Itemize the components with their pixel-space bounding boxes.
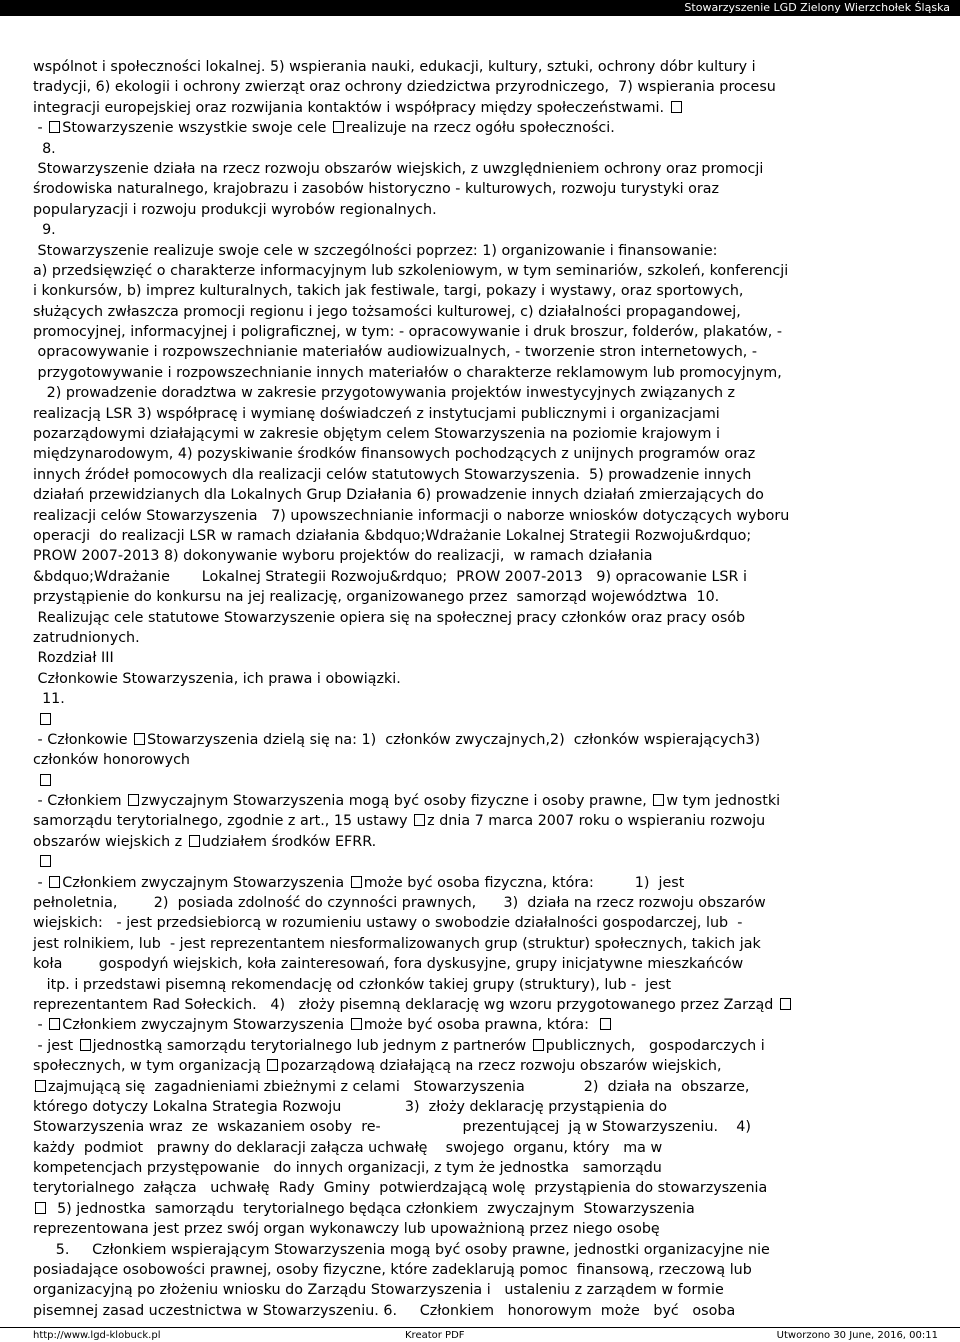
missing-glyph-icon [653, 794, 664, 806]
text-line: działań przewidzianych dla Lokalnych Grup Działania 6) prowadzenie innych działań zmierzających do [33, 487, 764, 504]
missing-glyph-icon [414, 814, 425, 826]
text-line: a) przedsięwzięć o charakterze informacyjnym lub szkoleniowym, w tym seminariów, szkoleń, konferencji [33, 262, 789, 279]
text-line: przystąpienie do konkursu na jej realizację, organizowanego przez samorząd województwa 10. [33, 589, 720, 606]
text-line: tradycji, 6) ekologii i ochrony zwierząt oraz ochrony dziedzictwa przyrodniczego, 7) wspierania procesu [33, 79, 776, 96]
text-line: PROW 2007-2013 8) dokonywanie wyboru projektów do realizacji, w ramach działania [33, 548, 653, 565]
missing-glyph-icon [267, 1059, 278, 1071]
text-line: społecznych, w tym organizacją pozarządową działającą na rzecz rozwoju obszarów wiejskich, [33, 1058, 722, 1075]
missing-glyph-icon [351, 1018, 362, 1030]
missing-glyph-icon [780, 998, 791, 1010]
text-line: kompetencjach przystępowanie do innych organizacji, z tym że jednostka samorządu [33, 1160, 662, 1177]
missing-glyph-icon [333, 121, 344, 133]
text-line [33, 771, 933, 791]
text-line: pisemnej zasad uczestnictwa w Stowarzyszeniu. 6. Członkiem honorowym może być osoba [33, 1302, 736, 1319]
text-line: koła gospodyń wiejskich, koła zainteresowań, fora dyskusyjne, grupy inicjatywne mieszkańców [33, 956, 744, 973]
text-line: integracji europejskiej oraz rozwijania kontaktów i współpracy między społeczeństwami. [33, 98, 933, 118]
missing-glyph-icon [134, 733, 145, 745]
text-line: i konkursów, b) imprez kulturalnych, takich jak festiwale, targi, pokazy i wystawy, oraz sportowych, [33, 283, 744, 300]
page-header [0, 0, 960, 16]
text-line: jest rolnikiem, lub - jest reprezentantem niesformalizowanych grup (struktur) społecznych, takich jak [33, 935, 761, 952]
text-line: pełnoletnia, 2) posiada zdolność do czynności prawnych, 3) działa na rzecz rozwoju obszarów [33, 895, 766, 912]
footer-creator: Kreator PDF [405, 1330, 465, 1341]
text-line: posiadające osobowości prawnej, osoby fizyczne, które zadeklarują pomoc finansową, rzeczową lub [33, 1262, 752, 1279]
missing-glyph-icon [671, 101, 682, 113]
text-line: wiejskich: - jest przedsiebiorcą w rozumieniu ustawy o swobodzie działalności gospodarczej, lub - [33, 915, 743, 932]
text-line: każdy podmiot prawny do deklaracji załącza uchwałę swojego organu, który ma w [33, 1139, 663, 1156]
text-line: realizacją LSR 3) współpracę i wymianę doświadczeń z instytucjami publicznymi i organizacjami [33, 405, 720, 422]
text-line: służących zwłaszcza promocji regionu i jego tożsamości kulturowej, c) działalności propagandowej, [33, 303, 741, 320]
text-line: itp. i przedstawi pisemną rekomendację od członków takiej grupy (struktury), lub - jest [33, 976, 672, 993]
text-line: zajmującą się zagadnieniami zbieżnymi z celami Stowarzyszenia 2) działa na obszarze, [33, 1077, 933, 1097]
text-line: pozarządowymi działającymi w zakresie objętym celem Stowarzyszenia na poziomie krajowym i [33, 426, 720, 443]
text-line: 2) prowadzenie doradztwa w zakresie przygotowywania projektów inwestycyjnych związanych z [33, 385, 736, 402]
site-title: Stowarzyszenie LGD Zielony Wierzchołek Śląska [684, 1, 950, 14]
text-line: Stowarzyszenia wraz ze wskazaniem osoby re- prezentującej ją w Stowarzyszeniu. 4) [33, 1119, 751, 1136]
missing-glyph-icon [35, 1080, 46, 1092]
text-line: środowiska naturalnego, krajobrazu i zasobów historyczno - kulturowych, rozwoju turystyki oraz [33, 181, 720, 198]
page-footer [0, 1327, 960, 1342]
text-line: międzynarodowym, 4) pozyskiwanie środków finansowych pochodzących z unijnych programów oraz [33, 446, 756, 463]
footer-created-date: Utworzono 30 June, 2016, 00:11 [776, 1330, 938, 1341]
text-line: reprezentowana jest przez swój organ wykonawczy lub upoważnioną przez niego osobę [33, 1221, 660, 1238]
text-line: - Członkiem zwyczajnym Stowarzyszenia mogą być osoby fizyczne i osoby prawne, w tym jednostki [33, 793, 781, 810]
text-line: Stowarzyszenie działa na rzecz rozwoju obszarów wiejskich, z uwzględnieniem ochrony oraz promocji [33, 160, 764, 177]
text-line: Rozdział III [33, 650, 114, 667]
text-line: operacji do realizacji LSR w ramach działania &bdquo;Wdrażanie Lokalnej Strategii Rozwoju&rdquo; [33, 527, 752, 544]
document-body [33, 57, 933, 1321]
text-line: &bdquo;Wdrażanie Lokalnej Strategii Rozwoju&rdquo; PROW 2007-2013 9) opracowanie LSR i [33, 568, 747, 585]
text-line: 9. [33, 222, 56, 239]
text-line: opracowywanie i rozpowszechnianie materiałów audiowizualnych, - tworzenie stron internetowych, - [33, 344, 758, 361]
text-line [33, 852, 933, 872]
missing-glyph-icon [49, 1018, 60, 1030]
text-line: Stowarzyszenie realizuje swoje cele w szczególności poprzez: 1) organizowanie i finansowanie: [33, 242, 718, 259]
missing-glyph-icon [351, 876, 362, 888]
text-line: organizacyjną po złożeniu wniosku do Zarządu Stowarzyszenia i ustaleniu z zarządem w formie [33, 1282, 724, 1299]
text-line: - Stowarzyszenie wszystkie swoje cele realizuje na rzecz ogółu społeczności. [33, 120, 615, 137]
text-line: promocyjnej, informacyjnej i poligraficznej, w tym: - opracowywanie i druk broszur, folderów, plakatów, - [33, 324, 783, 341]
text-line: obszarów wiejskich z udziałem środków EFRR. [33, 833, 377, 850]
text-line: członków honorowych [33, 752, 190, 769]
text-line: samorządu terytorialnego, zgodnie z art., 15 ustawy z dnia 7 marca 2007 roku o wspieraniu rozwoju [33, 813, 766, 830]
missing-glyph-icon [40, 855, 51, 867]
text-line: 8. [33, 140, 56, 157]
text-line: reprezentantem Rad Sołeckich. 4) złoży pisemną deklarację wg wzoru przygotowanego przez Zarząd [33, 995, 933, 1015]
footer-url-link[interactable]: http://www.lgd-klobuck.pl [33, 1330, 161, 1341]
text-line: Realizując cele statutowe Stowarzyszenie opiera się na społecznej pracy członków oraz pracy osób [33, 609, 746, 626]
text-line: - Członkiem zwyczajnym Stowarzyszenia może być osoba fizyczna, która: 1) jest [33, 874, 685, 891]
text-line: terytorialnego załącza uchwałę Rady Gminy potwierdzającą wolę przystąpienia do stowarzyszenia [33, 1180, 768, 1197]
text-line: którego dotyczy Lokalna Strategia Rozwoju 3) złoży deklarację przystąpienia do [33, 1098, 667, 1115]
text-line: - jest jednostką samorządu terytorialnego lub jednym z partnerów publicznych, gospodarczych i [33, 1037, 765, 1054]
missing-glyph-icon [40, 774, 51, 786]
missing-glyph-icon [600, 1018, 611, 1030]
text-line: realizacji celów Stowarzyszenia 7) upowszechnianie informacji o naborze wniosków dotyczących wyboru [33, 507, 790, 524]
text-line: - Członkiem zwyczajnym Stowarzyszenia może być osoba prawna, która: [33, 1015, 933, 1035]
missing-glyph-icon [128, 794, 139, 806]
text-line: - Członkowie Stowarzyszenia dzielą się na: 1) członków zwyczajnych,2) członków wspierających3) [33, 731, 761, 748]
text-line [33, 710, 933, 730]
text-line: Członkowie Stowarzyszenia, ich prawa i obowiązki. [33, 670, 401, 687]
text-line: 11. [33, 691, 65, 708]
missing-glyph-icon [533, 1039, 544, 1051]
missing-glyph-icon [49, 876, 60, 888]
text-line: 5. Członkiem wspierającym Stowarzyszenia mogą być osoby prawne, jednostki organizacyjne nie [33, 1241, 770, 1258]
missing-glyph-icon [35, 1202, 46, 1214]
missing-glyph-icon [80, 1039, 91, 1051]
missing-glyph-icon [40, 713, 51, 725]
text-line: wspólnot i społeczności lokalnej. 5) wspierania nauki, edukacji, kultury, sztuki, ochrony dóbr kultury i [33, 59, 756, 75]
text-line: zatrudnionych. [33, 629, 140, 646]
missing-glyph-icon [49, 121, 60, 133]
missing-glyph-icon [189, 835, 200, 847]
text-line: przygotowywanie i rozpowszechnianie innych materiałów o charakterze reklamowym lub promocyjnym, [33, 364, 782, 381]
text-line: 5) jednostka samorządu terytorialnego będąca członkiem zwyczajnym Stowarzyszenia [33, 1199, 933, 1219]
text-line: innych źródeł pomocowych dla realizacji celów statutowych Stowarzyszenia. 5) prowadzenie innych [33, 466, 752, 483]
text-line: popularyzacji i rozwoju produkcji wyrobów regionalnych. [33, 201, 437, 218]
